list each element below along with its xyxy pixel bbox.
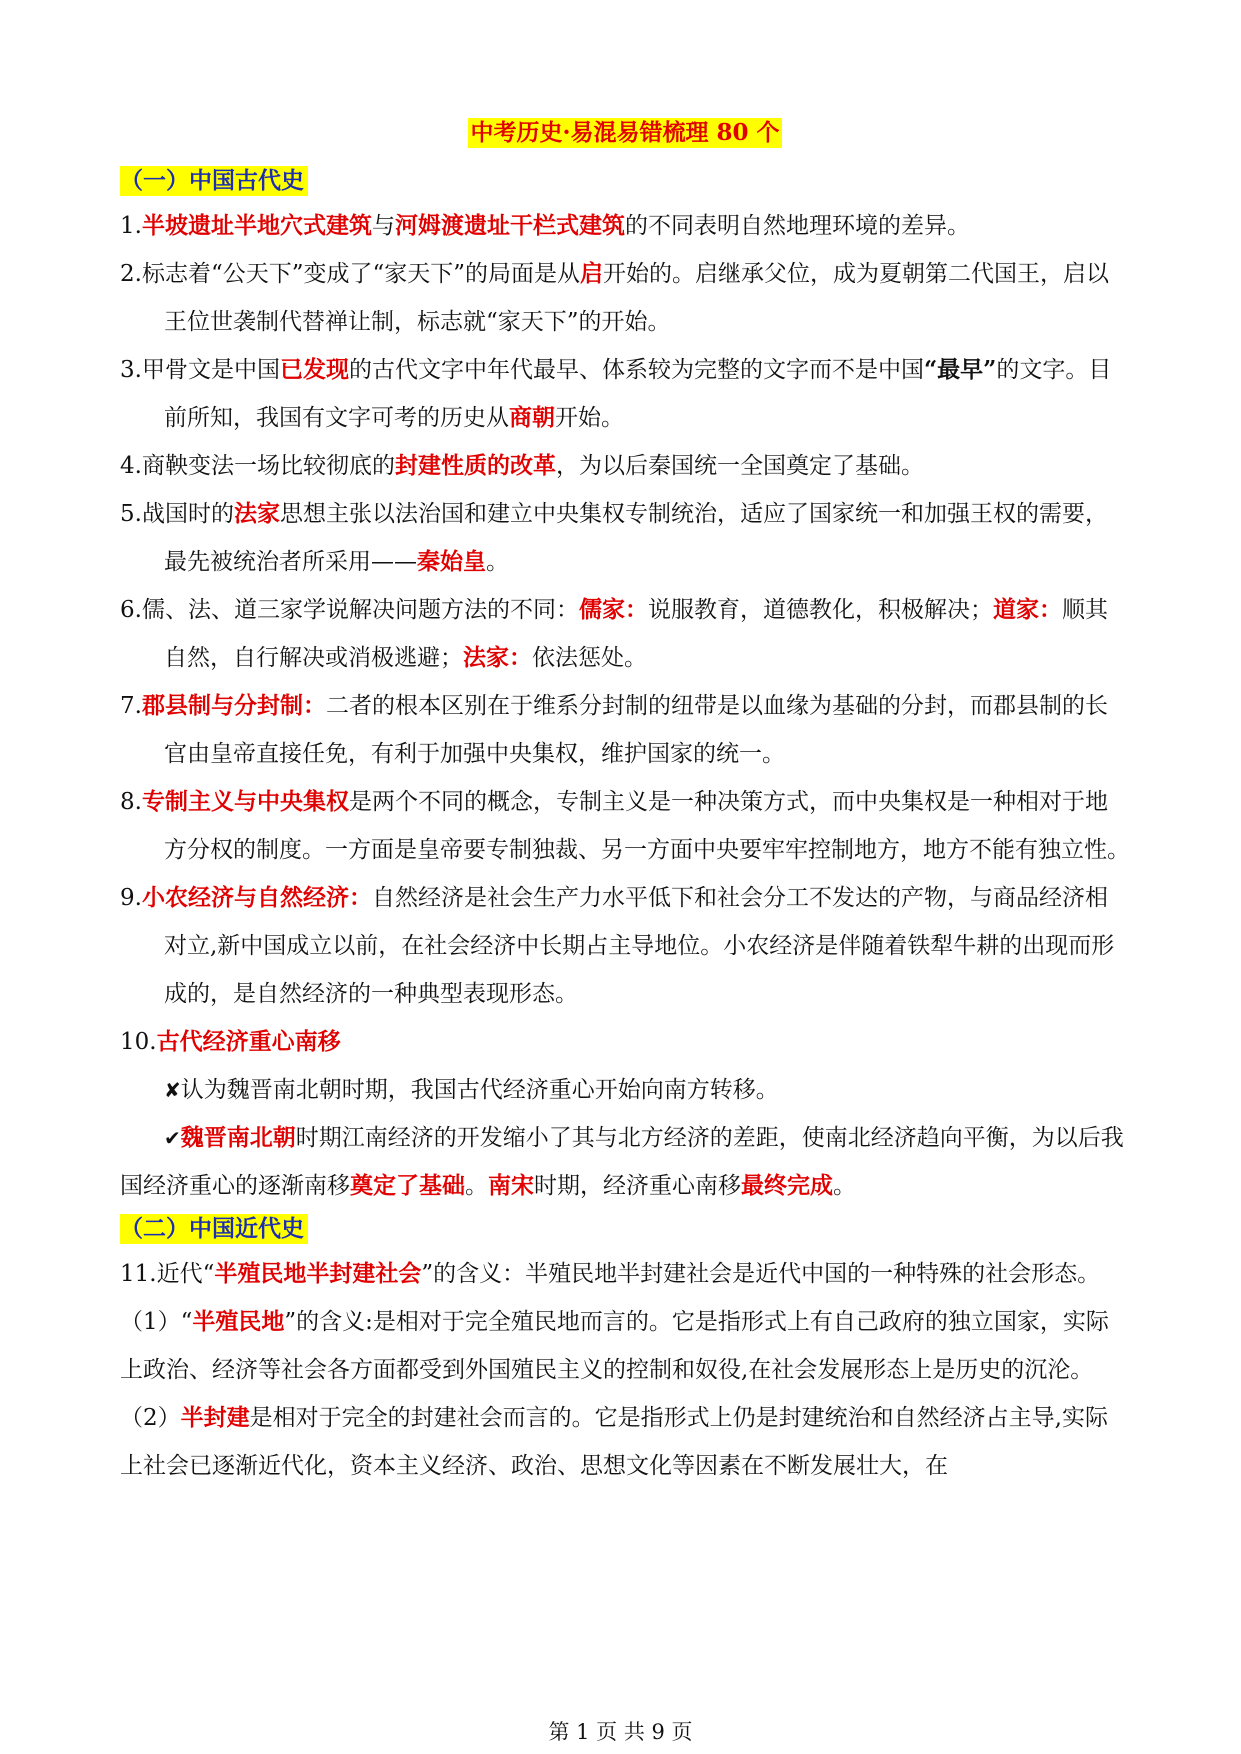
highlight: 魏晋南北朝 <box>180 1124 296 1151</box>
text: ，为以后秦国统一全国奠定了基础。 <box>555 453 924 479</box>
text: 依法惩处。 <box>532 645 647 671</box>
title-wrap <box>120 118 1130 148</box>
text: 商鞅变法一场比较彻底的 <box>141 453 395 479</box>
wrong-statement <box>164 1066 1130 1114</box>
text: （2） <box>120 1405 181 1431</box>
sub-paragraph-2 <box>120 1394 1130 1490</box>
highlight: 半封建 <box>180 1404 250 1431</box>
list-item <box>120 346 1130 442</box>
item-number: 9. <box>120 885 142 911</box>
text: ”的含义：半殖民地半封建社会是近代中国的一种特殊的社会形态。 <box>421 1261 1101 1287</box>
check-icon: ✔ <box>164 1126 181 1150</box>
text: 甲骨文是中国 <box>141 357 280 383</box>
item-number: 2. <box>120 261 142 287</box>
item-number: 7. <box>120 693 142 719</box>
text: 儒、法、道三家学说解决问题方法的不同： <box>141 597 579 623</box>
text: 。 <box>833 1173 856 1199</box>
sub-paragraph-1 <box>120 1298 1130 1394</box>
list-item <box>120 1018 1130 1066</box>
item-number: 6. <box>120 597 142 623</box>
document-title: 中考历史·易混易错梳理 80 个 <box>470 119 780 146</box>
text: 标志着“公天下”变成了“家天下”的局面是从 <box>141 261 580 287</box>
text: （1）“ <box>120 1309 193 1335</box>
text: 是两个不同的概念，专制主义是一种决策方式，而中央集权是一种相对于地方分权的制度。一方面是皇帝要专制独裁、另一方面中央要牢牢控制地方，地方不能有独立性。 <box>164 789 1130 863</box>
highlight: 秦始皇 <box>417 548 486 575</box>
highlight: 河姆渡遗址干栏式建筑 <box>394 212 625 239</box>
item-number: 8. <box>120 789 142 815</box>
list-item <box>120 1250 1130 1298</box>
text: 思想主张以法治国和建立中央集权专制统治，适应了国家统一和加强王权的需要，最先被统治者所采用—— <box>164 501 1108 575</box>
section-heading-ancient: （一）中国古代史 <box>120 166 308 196</box>
item-number: 3. <box>120 357 142 383</box>
item-number: 11. <box>120 1261 157 1287</box>
highlight: 半殖民地 <box>192 1308 285 1335</box>
list-item <box>120 202 1130 250</box>
highlight: 法家： <box>463 644 532 671</box>
text: 顺其自然，自行解决或消极逃避； <box>164 597 1108 671</box>
text: 开始的。启继承父位，成为夏朝第二代国王，启以王位世袭制代替禅让制，标志就“家天下”的开始。 <box>164 261 1109 335</box>
item-number: 10. <box>120 1029 157 1055</box>
list-item <box>120 586 1130 682</box>
highlight: 道家： <box>992 596 1062 623</box>
list-item <box>120 490 1130 586</box>
text: 的古代文字中年代最早、体系较为完整的文字而不是中国 <box>348 357 924 383</box>
highlight: 封建性质的改革 <box>394 452 556 479</box>
item-number: 4. <box>120 453 142 479</box>
highlight: 半坡遗址半地穴式建筑 <box>141 212 372 239</box>
text: 近代“ <box>156 1261 215 1287</box>
list-item <box>120 442 1130 490</box>
text: 的不同表明自然地理环境的差异。 <box>624 213 970 239</box>
text: 时期，经济重心南移 <box>534 1173 741 1199</box>
highlight: 专制主义与中央集权 <box>141 788 349 815</box>
highlight: 小农经济与自然经济： <box>141 884 372 911</box>
text: 战国时的 <box>141 501 234 527</box>
section-heading-modern: （二）中国近代史 <box>120 1214 308 1244</box>
highlight: 南宋 <box>488 1172 534 1199</box>
text: 说服教育，道德教化，积极解决； <box>647 597 993 623</box>
list-item <box>120 250 1130 346</box>
item-number: 1. <box>120 213 142 239</box>
highlight: 郡县制与分封制： <box>141 692 326 719</box>
cross-icon: ✘ <box>164 1078 181 1102</box>
list-item <box>120 874 1130 1018</box>
text: 。 <box>486 549 509 575</box>
page-footer: 第 1 页 共 9 页 <box>548 1720 693 1744</box>
highlight: 已发现 <box>279 356 349 383</box>
correct-statement <box>120 1114 1130 1210</box>
highlight: 启 <box>580 260 603 287</box>
text: 开始。 <box>555 405 624 431</box>
text: 与 <box>371 213 395 239</box>
highlight: 儒家： <box>578 596 648 623</box>
highlight: 奠定了基础 <box>350 1172 465 1199</box>
bold-term: “最早” <box>923 356 997 383</box>
text: 的文字。目前所知，我国有文字可考的历史从 <box>164 357 1112 431</box>
highlight: 法家 <box>233 500 280 527</box>
text: 认为魏晋南北朝时期，我国古代经济重心开始向南方转移。 <box>180 1077 779 1103</box>
list-item <box>120 682 1130 778</box>
highlight: 半殖民地半封建社会 <box>214 1260 422 1287</box>
text: 。 <box>465 1173 488 1199</box>
highlight: 商朝 <box>509 404 555 431</box>
highlight: 古代经济重心南移 <box>156 1028 341 1055</box>
highlight: 最终完成 <box>741 1172 833 1199</box>
item-number: 5. <box>120 501 142 527</box>
text: 二者的根本区别在于维系分封制的纽带是以血缘为基础的分封，而郡县制的长官由皇帝直接任免，有利于加强中央集权，维护国家的统一。 <box>164 693 1108 767</box>
text: 是相对于完全的封建社会而言的。它是指形式上仍是封建统治和自然经济占主导,实际上社会已逐渐近代化，资本主义经济、政治、思想文化等因素在不断发展壮大，在 <box>120 1405 1108 1479</box>
text: ”的含义:是相对于完全殖民地而言的。它是指形式上有自己政府的独立国家，实际上政治、经济等社会各方面都受到外国殖民主义的控制和奴役,在社会发展形态上是历史的沉沦。 <box>120 1309 1109 1383</box>
text: 时期江南经济的开发缩小了其与北方经济的差距，使南北经济趋向平衡，为以后我国经济重心的逐渐南移 <box>120 1125 1124 1199</box>
document-page <box>120 118 1130 1490</box>
list-item <box>120 778 1130 874</box>
text: 自然经济是社会生产力水平低下和社会分工不发达的产物，与商品经济相对立,新中国成立以前，在社会经济中长期占主导地位。小农经济是伴随着铁犁牛耕的出现而形成的，是自然经济的一种典型表现形态。 <box>164 885 1115 1007</box>
